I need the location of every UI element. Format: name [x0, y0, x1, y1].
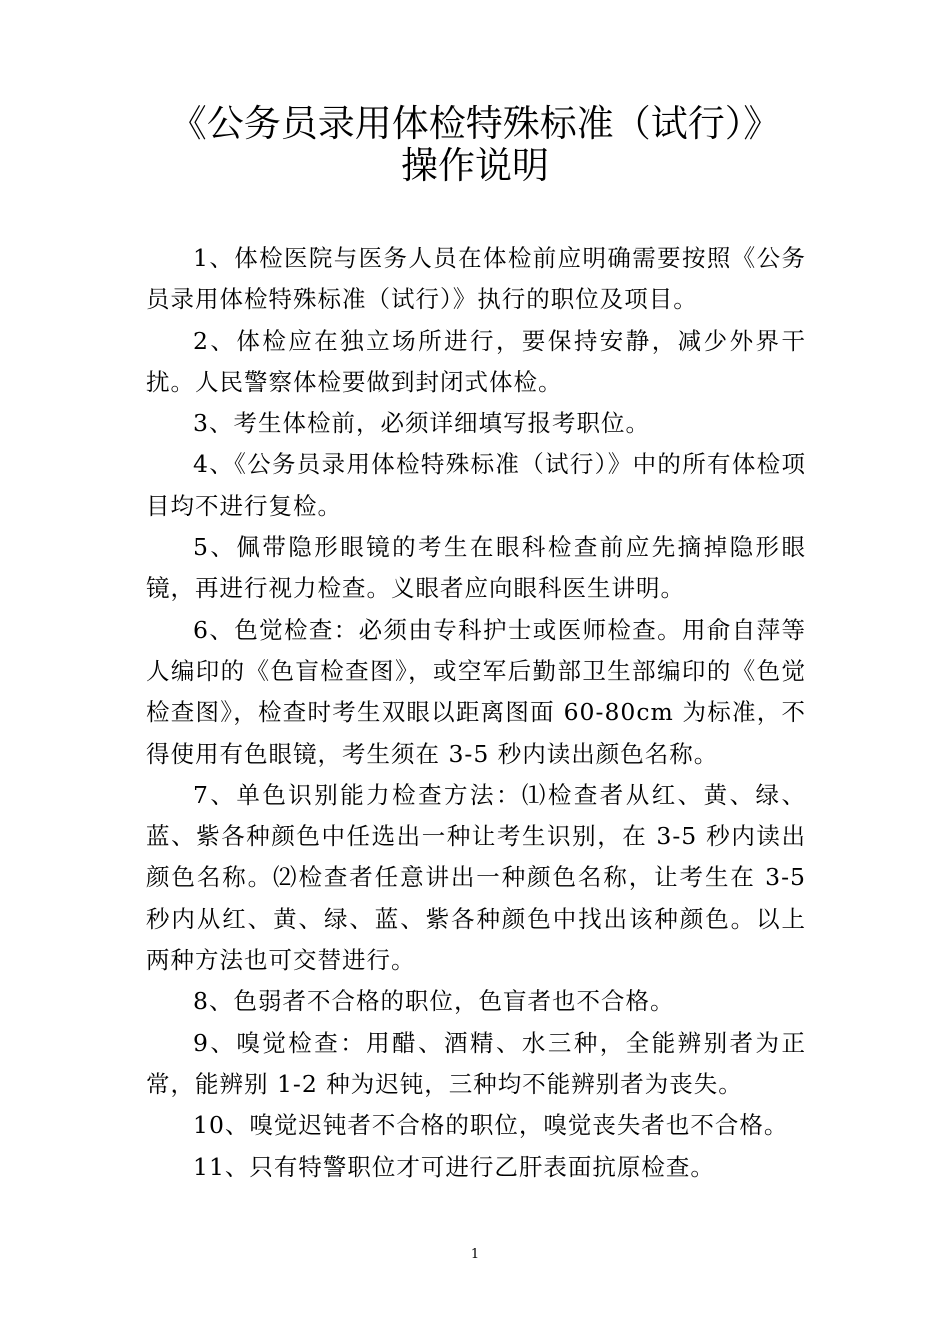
list-item: 11、只有特警职位才可进行乙肝表面抗原检查。 — [193, 1152, 715, 1181]
page-number: 1 — [470, 1247, 480, 1262]
page-subtitle: 操作说明 — [401, 144, 549, 187]
list-item: 7、单色识别能力检查方法：⑴检查者从红、黄、绿、蓝、紫各种颜色中任选出一种让考生识别，在 3-5 秒内读出颜色名称。⑵检查者任意讲出一种颜色名称，让考生在 3-5 秒内从红、黄、绿、蓝、紫各种颜色中找出该种颜色。以上两种方法也可交替进行。 — [146, 780, 806, 975]
list-item: 1、体检医院与医务人员在体检前应明确需要按照《公务员录用体检特殊标准（试行）》执行的职位及项目。 — [146, 244, 806, 314]
list-item: 9、嗅觉检查：用醋、酒精、水三种，全能辨别者为正常，能辨别 1-2 种为迟钝，三种均不能辨别者为丧失。 — [146, 1028, 806, 1098]
list-item: 10、嗅觉迟钝者不合格的职位，嗅觉丧失者也不合格。 — [193, 1111, 789, 1140]
list-item: 8、色弱者不合格的职位，色盲者也不合格。 — [193, 987, 675, 1016]
page-title: 《公务员录用体检特殊标准（试行）》 — [169, 102, 781, 145]
list-item: 5、佩带隐形眼镜的考生在眼科检查前应先摘掉隐形眼镜，再进行视力检查。义眼者应向眼科医生讲明。 — [146, 533, 806, 603]
list-item: 3、考生体检前，必须详细填写报考职位。 — [193, 409, 650, 438]
list-item: 6、色觉检查：必须由专科护士或医师检查。用俞自萍等人编印的《色盲检查图》，或空军后勤部卫生部编印的《色觉检查图》，检查时考生双眼以距离图面 60-80cm 为标准，不得使用有色眼镜，考生须在 3-5 秒内读出颜色名称。 — [146, 615, 806, 768]
list-item: 2、体检应在独立场所进行，要保持安静，减少外界干扰。人民警察体检要做到封闭式体检。 — [146, 326, 806, 396]
list-item: 4、《公务员录用体检特殊标准（试行）》中的所有体检项目均不进行复检。 — [146, 450, 806, 520]
document-body — [146, 238, 806, 1188]
